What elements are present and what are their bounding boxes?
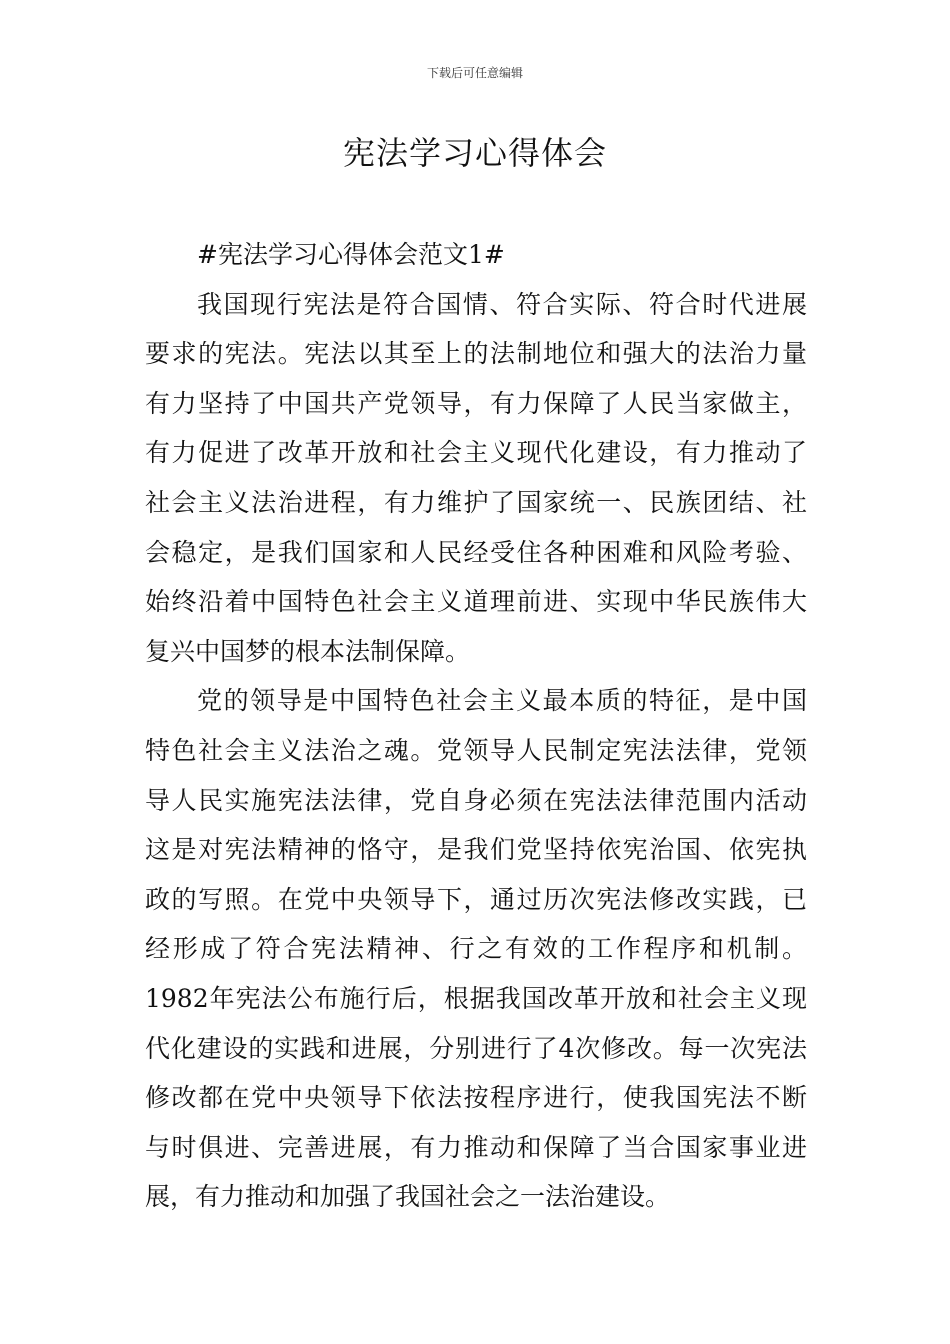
paragraph-line: 会稳定，是我们国家和人民经受住各种困难和风险考验、 <box>145 537 807 567</box>
document-title: 宪法学习心得体会 <box>342 134 607 172</box>
subheading: #宪法学习心得体会范文1# <box>197 240 505 269</box>
document-body <box>145 230 807 1222</box>
paragraph-line: 始终沿着中国特色社会主义道理前进、实现中华民族伟大 <box>145 587 807 617</box>
paragraph-line: 党的领导是中国特色社会主义最本质的特征，是中国 <box>197 686 807 716</box>
paragraph <box>145 676 807 1222</box>
paragraph-line: 政的写照。在党中央领导下，通过历次宪法修改实践，已 <box>145 884 807 914</box>
paragraph-line: 我国现行宪法是符合国情、符合实际、符合时代进展 <box>197 289 807 319</box>
paragraph-line: 复兴中国梦的根本法制保障。 <box>145 636 471 666</box>
paragraph-line: 展，有力推动和加强了我国社会之一法治建设。 <box>145 1182 671 1212</box>
paragraph-line: 有力促进了改革开放和社会主义现代化建设，有力推动了 <box>145 438 807 468</box>
paragraph-line: 有力坚持了中国共产党领导，有力保障了人民当家做主， <box>145 388 807 418</box>
paragraph-line: 导人民实施宪法法律，党自身必须在宪法法律范围内活动 <box>145 785 807 815</box>
paragraph-line: 经形成了符合宪法精神、行之有效的工作程序和机制。 <box>145 934 807 964</box>
paragraph-line: 修改都在党中央领导下依法按程序进行，使我国宪法不断 <box>145 1083 807 1113</box>
paragraph-line: 与时俱进、完善进展，有力推动和保障了当合国家事业进 <box>145 1132 807 1162</box>
paragraph-line: 这是对宪法精神的恪守，是我们党坚持依宪治国、依宪执 <box>145 835 807 865</box>
paragraph-line: 社会主义法治进程，有力维护了国家统一、民族团结、社 <box>145 487 807 517</box>
paragraph-line: 要求的宪法。宪法以其至上的法制地位和强大的法治力量 <box>145 339 807 369</box>
paragraph-line: 1982年宪法公布施行后，根据我国改革开放和社会主义现 <box>145 983 807 1013</box>
paragraph <box>145 280 807 677</box>
header-note: 下载后可任意编辑 <box>426 66 523 80</box>
paragraph-line: 特色社会主义法治之魂。党领导人民制定宪法法律，党领 <box>145 735 807 765</box>
paragraph-line: 代化建设的实践和进展，分别进行了4次修改。每一次宪法 <box>145 1033 807 1063</box>
